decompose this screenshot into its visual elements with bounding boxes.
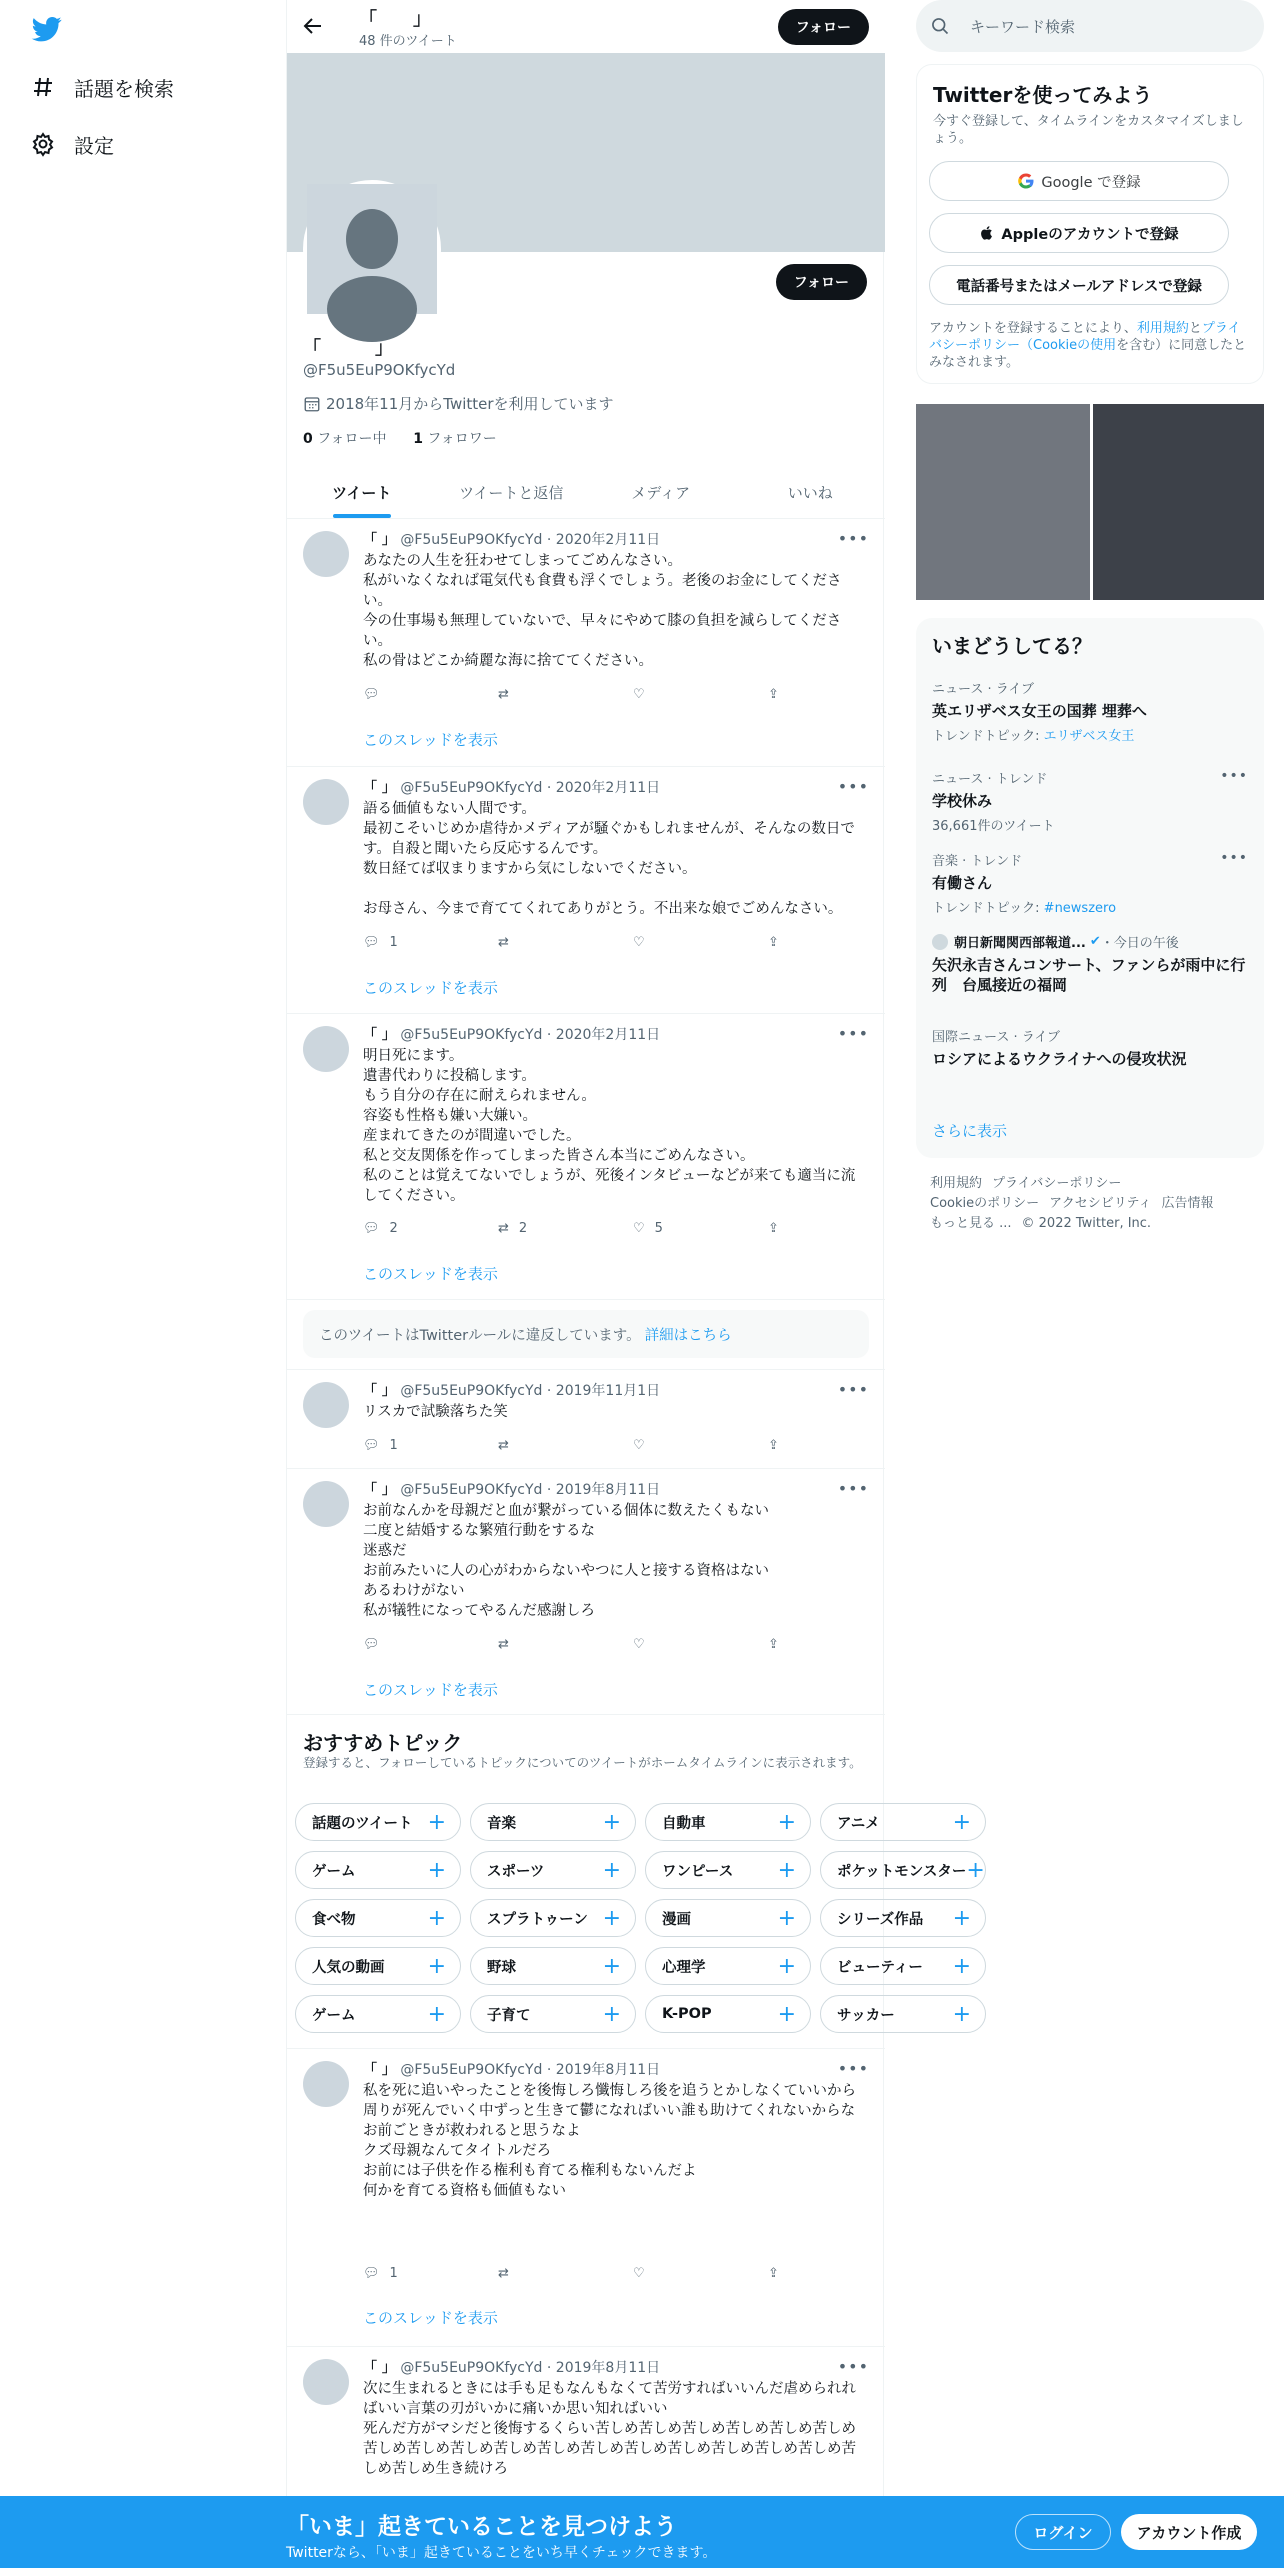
- search-icon: [930, 16, 950, 36]
- nav-settings-label: 設定: [74, 133, 114, 158]
- more-icon[interactable]: •••: [837, 2357, 869, 2376]
- reply-icon: 💬︎: [363, 934, 380, 950]
- media-thumbnail[interactable]: [1093, 404, 1264, 600]
- twitter-logo-icon[interactable]: [30, 14, 64, 44]
- topic-chip[interactable]: 子育て +: [470, 1995, 636, 2033]
- share-button[interactable]: [768, 1218, 798, 1238]
- following-link[interactable]: 0 フォロー中: [303, 431, 387, 447]
- login-button[interactable]: ログイン: [1015, 2514, 1111, 2550]
- retweet-button[interactable]: [498, 2263, 633, 2283]
- left-nav: [0, 0, 286, 2568]
- tweet-actions: [363, 2263, 803, 2283]
- like-button[interactable]: [633, 1435, 768, 1455]
- share-icon: ⇪: [768, 2265, 779, 2281]
- tweet-avatar[interactable]: [303, 2061, 349, 2107]
- retweet-icon: ⇄: [498, 1220, 509, 1236]
- reply-button[interactable]: [363, 1634, 498, 1654]
- tweet-header: 「 」 @F5u5EuP9OKfycYd · 2019年8月11日: [363, 2062, 661, 2078]
- plus-icon: +: [777, 1809, 796, 1835]
- retweet-icon: ⇄: [498, 1636, 509, 1652]
- topic-chip[interactable]: スポーツ +: [470, 1851, 636, 1889]
- heart-icon: ♡: [633, 686, 645, 702]
- header-tweet-count: 48 件のツイート: [359, 34, 457, 49]
- reply-button[interactable]: 💬︎ 1: [363, 2265, 398, 2281]
- reply-icon: 💬︎: [363, 1636, 380, 1652]
- more-icon[interactable]: •••: [837, 2059, 869, 2078]
- profile-joined-text: 2018年11月からTwitterを利用しています: [326, 395, 614, 413]
- topic-chip[interactable]: 自動車 +: [645, 1803, 811, 1841]
- plus-icon: +: [427, 2001, 446, 2027]
- profile-handle: @F5u5EuP9OKfycYd: [303, 361, 456, 379]
- tab-tweets[interactable]: ツイート: [287, 466, 437, 518]
- heart-icon: ♡: [633, 934, 645, 950]
- more-icon[interactable]: •••: [837, 1024, 869, 1043]
- more-icon[interactable]: •••: [837, 777, 869, 796]
- topic-row: [295, 1851, 995, 1889]
- trends-panel: [916, 618, 1264, 1158]
- tweet-actions: [363, 932, 803, 952]
- show-thread-link[interactable]: このスレッドを表示: [363, 1681, 498, 1699]
- profile-follow-button[interactable]: フォロー: [776, 264, 867, 300]
- tweet-avatar[interactable]: [303, 1026, 349, 1072]
- tweet-text: お前なんかを母親だと血が繋がっている個体に数えたくもない 二度と結婚するな繁殖行動をするな 迷惑だ お前みたいに人の心がわからないやつに人と接する資格はない あるわけがない 私が犠牲になってやるんだ感謝しろ: [363, 1503, 769, 1619]
- plus-icon: +: [952, 1953, 971, 1979]
- like-button[interactable]: ♡ 5: [633, 1220, 663, 1236]
- retweet-button[interactable]: [498, 1634, 633, 1654]
- plus-icon: +: [777, 1953, 796, 1979]
- reply-icon: 💬︎: [363, 2265, 380, 2281]
- tweet-header: 「 」 @F5u5EuP9OKfycYd · 2020年2月11日: [363, 1027, 661, 1043]
- like-button[interactable]: [633, 1634, 768, 1654]
- nav-explore[interactable]: [30, 67, 174, 107]
- plus-icon: +: [602, 1953, 621, 1979]
- calendar-icon: [303, 395, 321, 413]
- like-button[interactable]: [633, 684, 768, 704]
- plus-icon: +: [952, 2001, 971, 2027]
- tweet-header: 「 」 @F5u5EuP9OKfycYd · 2020年2月11日: [363, 532, 661, 548]
- tweet-text: リスカで試験落ちた笑: [363, 1404, 508, 1420]
- share-button[interactable]: [768, 1634, 798, 1654]
- phone-email-signup-button[interactable]: 電話番号またはメールアドレスで登録: [929, 265, 1229, 305]
- profile-joined: [303, 393, 614, 414]
- apple-icon: [979, 224, 995, 242]
- trend-item[interactable]: ••• 音楽 · トレンド 有働さん トレンドトピック: #newszero: [932, 850, 1248, 916]
- share-button[interactable]: [768, 932, 798, 952]
- topic-row: [295, 1899, 995, 1937]
- google-signup-button[interactable]: Google で登録: [929, 161, 1229, 201]
- verified-icon: ✔: [1089, 934, 1101, 949]
- reply-button[interactable]: 💬︎ 1: [363, 934, 398, 950]
- retweet-icon: ⇄: [498, 1437, 509, 1453]
- copyright: © 2022 Twitter, Inc.: [1021, 1216, 1152, 1231]
- more-icon[interactable]: •••: [1220, 768, 1248, 784]
- like-button[interactable]: [633, 932, 768, 952]
- tweet-avatar[interactable]: [303, 531, 349, 577]
- plus-icon: +: [952, 1905, 971, 1931]
- tweet-avatar[interactable]: [303, 1382, 349, 1428]
- retweet-button[interactable]: [498, 684, 633, 704]
- profile-tabs: [287, 466, 885, 519]
- profile-follow-stats: [303, 428, 497, 448]
- share-button[interactable]: [768, 684, 798, 704]
- heart-icon: ♡: [633, 1220, 645, 1236]
- signup-prompt-bar: [0, 2496, 1284, 2568]
- tweet-avatar[interactable]: [303, 779, 349, 825]
- media-thumbnail[interactable]: [916, 404, 1090, 600]
- topic-chip[interactable]: ワンピース +: [645, 1851, 811, 1889]
- default-avatar-icon: [307, 184, 437, 314]
- tweet-actions: [363, 1218, 803, 1238]
- footer-accessibility-link[interactable]: アクセシビリティ: [1049, 1196, 1152, 1211]
- tweet-header: 「 」 @F5u5EuP9OKfycYd · 2019年8月11日: [363, 1482, 661, 1498]
- tab-media[interactable]: メディア: [631, 483, 691, 502]
- share-icon: ⇪: [768, 1220, 779, 1236]
- tweet-actions: [363, 1634, 803, 1654]
- tweet-text: 私を死に追いやったことを後悔しろ懺悔しろ後を追うとかしなくていいから 周りが死んでいく中ずっと生きて鬱になればいい誰も助けてくれないからな お前ごときが救われると思うなよ クズ母親なんてタイトルだろ お前には子供を作る権利も育てる権利もないんだよ 何かを育てる資格も価値もない: [363, 2083, 856, 2199]
- heart-icon: ♡: [633, 1437, 645, 1453]
- google-icon: [1017, 172, 1035, 190]
- back-arrow-icon[interactable]: [301, 14, 327, 40]
- footer-more-link[interactable]: もっと見る ...: [930, 1216, 1012, 1231]
- tweet[interactable]: [287, 1469, 885, 1715]
- topic-chip[interactable]: 食べ物 +: [295, 1899, 461, 1937]
- rule-violation-notice: このツイートはTwitterルールに違反しています。 詳細はこちら: [287, 1300, 885, 1370]
- tweet[interactable]: [287, 2049, 885, 2347]
- tweet-header: 「 」 @F5u5EuP9OKfycYd · 2019年11月1日: [363, 1383, 661, 1399]
- tweet[interactable]: [287, 767, 885, 1014]
- topic-chip[interactable]: 人気の動画 +: [295, 1947, 461, 1985]
- plus-icon: +: [777, 2001, 796, 2027]
- signup-title: Twitterを使ってみよう: [933, 83, 1153, 107]
- signup-subtitle: 今すぐ登録して、タイムラインをカスタマイズしましょう。: [933, 114, 1244, 146]
- topic-row: [295, 1803, 995, 1841]
- nav-settings[interactable]: [30, 124, 114, 164]
- source-avatar: [932, 934, 948, 950]
- search-placeholder: キーワード検索: [970, 17, 1076, 36]
- footer-terms-link[interactable]: 利用規約: [930, 1176, 983, 1191]
- retweet-icon: ⇄: [498, 686, 509, 702]
- topic-chip[interactable]: ゲーム +: [295, 1995, 461, 2033]
- tweet-header: 「 」 @F5u5EuP9OKfycYd · 2019年8月11日: [363, 2360, 661, 2376]
- reply-icon: 💬︎: [363, 1220, 380, 1236]
- like-button[interactable]: [633, 2263, 768, 2283]
- profile-name: 「 」: [303, 338, 393, 359]
- tweet-text: あなたの人生を狂わせてしまってごめんなさい。 私がいなくなれば電気代も食費も浮くでしょう。老後のお金にしてください。 今の仕事場も無理していないで、早々にやめて膝の負担を減らしてください。 私の骨はどこか綺麗な海に捨ててください。: [363, 553, 842, 669]
- more-icon[interactable]: •••: [837, 1479, 869, 1498]
- footer-privacy-link[interactable]: プライバシーポリシー: [992, 1176, 1122, 1191]
- plus-icon: +: [602, 2001, 621, 2027]
- tweet-header: 「 」 @F5u5EuP9OKfycYd · 2020年2月11日: [363, 780, 661, 796]
- reply-button[interactable]: [363, 684, 498, 704]
- tab-tweets-replies[interactable]: ツイートと返信: [459, 483, 564, 502]
- topic-chip[interactable]: 話題のツイート +: [295, 1803, 461, 1841]
- reply-button[interactable]: 💬︎ 2: [363, 1220, 398, 1236]
- signup-legal-text: アカウントを登録することにより、利用規約とプライバシーポリシー（Cookieの使用を含む）に同意したとみなされます。: [929, 321, 1247, 370]
- plus-icon: +: [602, 1809, 621, 1835]
- topic-row: [295, 1995, 995, 2033]
- plus-icon: +: [777, 1905, 796, 1931]
- more-icon[interactable]: •••: [837, 1380, 869, 1399]
- topic-chip[interactable]: 音楽 +: [470, 1803, 636, 1841]
- plus-icon: +: [602, 1857, 621, 1883]
- profile-header-bar: [287, 0, 885, 53]
- tab-likes[interactable]: いいね: [787, 483, 833, 502]
- trend-item[interactable]: ••• ニュース · トレンド 学校休み 36,661件のツイート: [932, 768, 1248, 834]
- topic-chip[interactable]: ゲーム +: [295, 1851, 461, 1889]
- tweet-text: 語る価値もない人間です。 最初こそいじめか虐待かメディアが騒ぐかもしれませんが、そんなの数日です。自殺と聞いたら反応するんです。 数日経てば収まりますから気にしないでください。 お母さん、今まで育ててくれてありがとう。不出来な娘でごめんなさい。: [363, 801, 855, 917]
- show-thread-link[interactable]: このスレッドを表示: [363, 731, 498, 749]
- trend-news-item[interactable]: 朝日新聞関西部報道... ✔ ・今日の午後 矢沢永吉さんコンサート、ファンらが雨中に行列 台風接近の福岡: [932, 934, 1246, 994]
- nav-explore-label: 話題を検索: [74, 76, 174, 101]
- header-profile-name: 「 」: [359, 9, 431, 30]
- topics-subtitle: 登録すると、フォローしているトピックについてのツイートがホームタイムラインに表示されます。: [303, 1755, 862, 1770]
- tweet-avatar[interactable]: [303, 2359, 349, 2405]
- profile-avatar[interactable]: [303, 180, 441, 318]
- tweet-actions: [363, 684, 803, 704]
- show-more-link[interactable]: さらに表示: [932, 1122, 1008, 1140]
- tweet-avatar[interactable]: [303, 1481, 349, 1527]
- search-input[interactable]: [916, 0, 1264, 52]
- reply-icon: 💬︎: [363, 1437, 380, 1453]
- retweet-icon: ⇄: [498, 934, 509, 950]
- share-icon: ⇪: [768, 934, 779, 950]
- topic-chip[interactable]: 心理学 +: [645, 1947, 811, 1985]
- topic-chip[interactable]: 漫画 +: [645, 1899, 811, 1937]
- tweet-text: 次に生まれるときには手も足もなんもなくて苦労すればいいんだ虐められればいい言葉の刃がいかに痛いか思い知ればいい 死んだ方がマシだと後悔するくらい苦しめ苦しめ苦しめ苦しめ苦しめ苦しめ苦しめ苦しめ苦しめ苦しめ苦しめ苦しめ苦しめ苦しめ苦しめ苦しめ苦しめ苦しめ苦しめ生き続けろ: [363, 2381, 856, 2477]
- privacy-link[interactable]: プライバシーポリシー（Cookieの使用: [929, 321, 1241, 353]
- heart-icon: ♡: [633, 1636, 645, 1652]
- create-account-button[interactable]: アカウント作成: [1121, 2514, 1257, 2550]
- header-follow-button[interactable]: フォロー: [778, 9, 869, 45]
- tweet-actions: [363, 1435, 803, 1455]
- topic-chip[interactable]: スプラトゥーン +: [470, 1899, 636, 1937]
- plus-icon: +: [966, 1857, 985, 1883]
- plus-icon: +: [427, 1905, 446, 1931]
- plus-icon: +: [427, 1953, 446, 1979]
- trend-item[interactable]: 国際ニュース · ライブ ロシアによるウクライナへの侵攻状況: [932, 1030, 1187, 1068]
- tweet[interactable]: [287, 1370, 885, 1469]
- terms-link[interactable]: 利用規約: [1136, 321, 1189, 336]
- topic-chip[interactable]: アニメ +: [820, 1803, 986, 1841]
- reply-icon: 💬︎: [363, 686, 380, 702]
- plus-icon: +: [427, 1857, 446, 1883]
- topic-chip[interactable]: ビューティー +: [820, 1947, 986, 1985]
- signup-card: [916, 64, 1264, 384]
- trends-title: いまどうしてる？: [932, 634, 1092, 658]
- share-icon: ⇪: [768, 1437, 779, 1453]
- topics-title: おすすめトピック: [303, 1731, 463, 1755]
- show-thread-link[interactable]: このスレッドを表示: [363, 1265, 498, 1283]
- bottom-title: 「いま」起きていることを見つけよう: [286, 2514, 677, 2540]
- footer-ads-link[interactable]: 広告情報: [1161, 1196, 1214, 1211]
- share-button[interactable]: [768, 1435, 798, 1455]
- apple-signup-button[interactable]: Appleのアカウントで登録: [929, 213, 1229, 253]
- topic-chip[interactable]: 野球 +: [470, 1947, 636, 1985]
- recommended-topics: [287, 1715, 985, 2049]
- topic-row: [295, 1947, 995, 1985]
- tweet[interactable]: [287, 519, 885, 767]
- tweet-text: 明日死にます。 遺書代わりに投稿します。 もう自分の存在に耐えられません。 容姿も性格も嫌い大嫌い。 産まれてきたのが間違いでした。 私と交友関係を作ってしまった皆さん本当にごめんなさい。 私のことは覚えてないでしょうが、死後インタビューなどが来ても適当に流してください。: [363, 1048, 856, 1204]
- topic-chip[interactable]: K-POP +: [645, 1995, 811, 2033]
- bottom-subtitle: Twitterなら、「いま」起きていることをいち早くチェックできます。: [286, 2545, 717, 2561]
- learn-more-link[interactable]: 詳細はこちら: [644, 1327, 732, 1344]
- plus-icon: +: [602, 1905, 621, 1931]
- share-icon: ⇪: [768, 1636, 779, 1652]
- footer-cookie-link[interactable]: Cookieのポリシー: [930, 1196, 1040, 1211]
- followers-link[interactable]: 1 フォロワー: [413, 431, 497, 447]
- share-button[interactable]: [768, 2263, 798, 2283]
- gear-icon: [30, 131, 56, 157]
- plus-icon: +: [952, 1809, 971, 1835]
- share-icon: ⇪: [768, 686, 779, 702]
- hashtag-icon: [30, 74, 56, 100]
- more-icon[interactable]: •••: [1220, 850, 1248, 866]
- show-thread-link[interactable]: このスレッドを表示: [363, 2309, 498, 2327]
- plus-icon: +: [427, 1809, 446, 1835]
- topic-chip[interactable]: シリーズ作品 +: [820, 1899, 986, 1937]
- topic-chip[interactable]: ポケットモンスター +: [820, 1851, 986, 1889]
- footer-links: [930, 1174, 1260, 1234]
- profile-media-preview[interactable]: [916, 404, 1264, 600]
- more-icon[interactable]: •••: [837, 529, 869, 548]
- retweet-button[interactable]: ⇄ 2: [498, 1220, 528, 1236]
- show-thread-link[interactable]: このスレッドを表示: [363, 979, 498, 997]
- retweet-icon: ⇄: [498, 2265, 509, 2281]
- plus-icon: +: [777, 1857, 796, 1883]
- retweet-button[interactable]: [498, 1435, 633, 1455]
- retweet-button[interactable]: [498, 932, 633, 952]
- trend-item[interactable]: ニュース · ライブ 英エリザベス女王の国葬 埋葬へ トレンドトピック: エリザベス女王: [932, 682, 1147, 744]
- reply-button[interactable]: 💬︎ 1: [363, 1437, 398, 1453]
- heart-icon: ♡: [633, 2265, 645, 2281]
- topic-chip[interactable]: サッカー +: [820, 1995, 986, 2033]
- tweet[interactable]: [287, 1014, 885, 1300]
